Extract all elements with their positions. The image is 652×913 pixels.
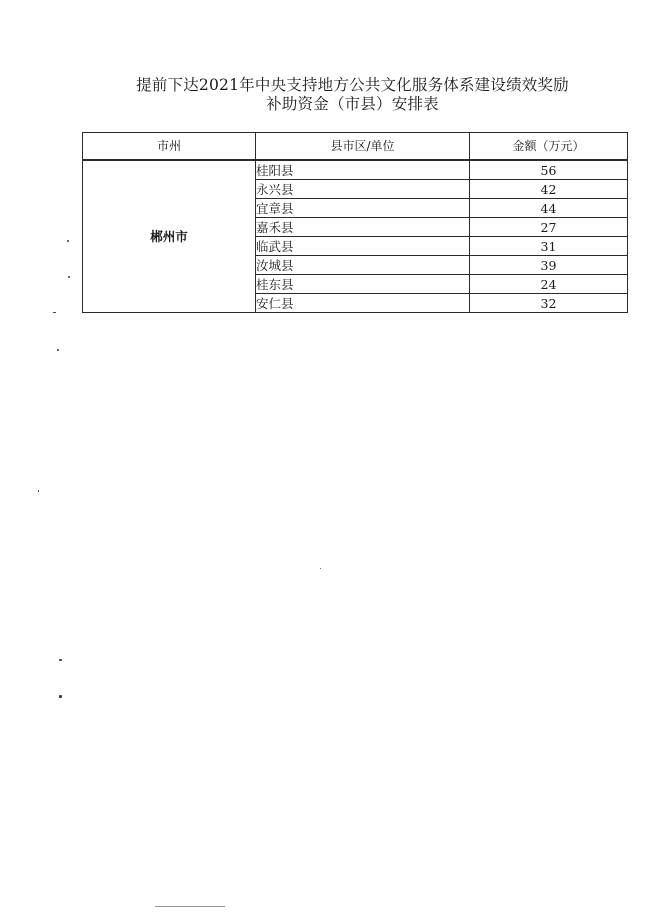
amount-cell: 27 [470,218,628,237]
allocation-table [82,132,628,313]
header-county: 县市区/单位 [256,133,470,161]
county-cell: 永兴县 [256,180,470,199]
county-cell: 临武县 [256,237,470,256]
table-row [83,160,628,180]
county-cell: 安仁县 [256,294,470,313]
county-cell: 桂阳县 [256,160,470,180]
amount-cell: 56 [470,160,628,180]
header-city: 市州 [83,133,256,161]
scan-speck [59,695,62,698]
scan-speck [38,490,39,492]
county-cell: 宜章县 [256,199,470,218]
document-title-line-2: 补助资金（市县）安排表 [266,95,439,113]
scan-speck [53,312,56,313]
county-cell: 桂东县 [256,275,470,294]
header-amount: 金额（万元） [470,133,628,161]
scan-speck [67,240,69,242]
amount-cell: 24 [470,275,628,294]
amount-cell: 42 [470,180,628,199]
table-header-row [83,133,628,161]
county-cell: 嘉禾县 [256,218,470,237]
amount-cell: 32 [470,294,628,313]
scan-footer-line [155,906,225,907]
amount-cell: 31 [470,237,628,256]
scan-speck [320,568,321,569]
scan-speck [68,276,70,278]
document-title-line-1: 提前下达2021年中央支持地方公共文化服务体系建设绩效奖励 [136,76,569,94]
county-cell: 汝城县 [256,256,470,275]
scan-speck [57,349,59,351]
amount-cell: 44 [470,199,628,218]
scan-speck [59,659,62,661]
city-cell: 郴州市 [83,160,256,313]
amount-cell: 39 [470,256,628,275]
